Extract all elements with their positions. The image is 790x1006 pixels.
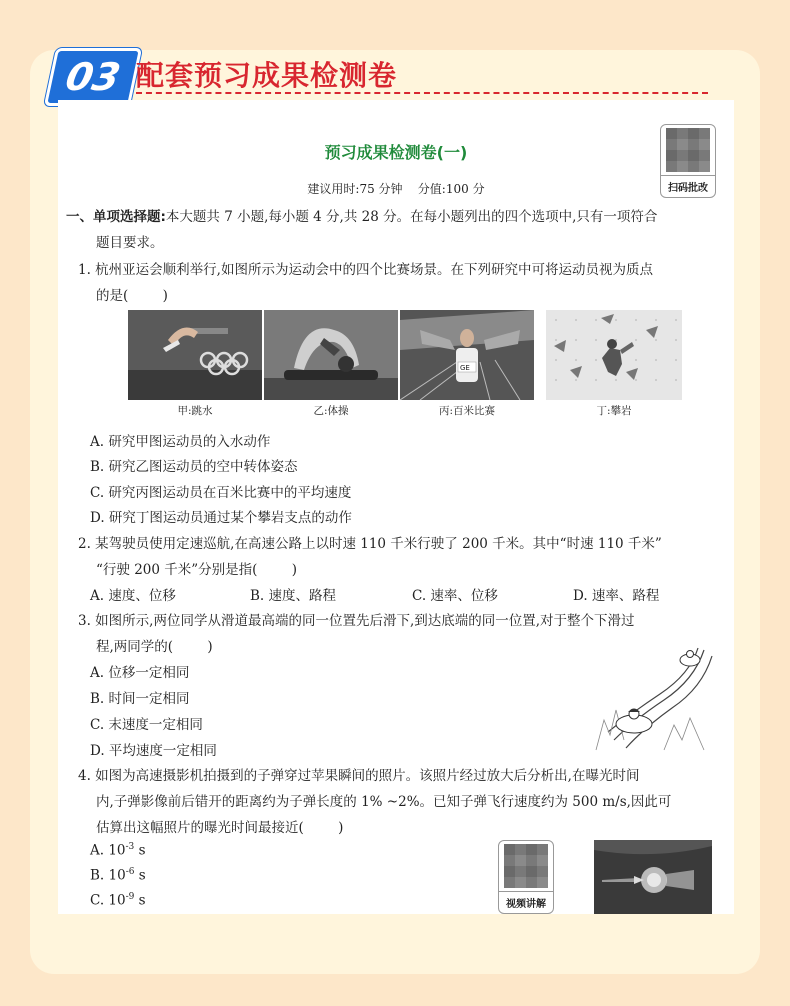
q1-option-c[interactable]: C. 研究丙图运动员在百米比赛中的平均速度 — [90, 485, 352, 501]
q1-stem: 1. 杭州亚运会顺利举行,如图所示为运动会中的四个比赛场景。在下列研究中可将运动员视为质点 — [78, 262, 653, 278]
video-qr-icon — [504, 844, 548, 888]
q2-option-b[interactable]: B. 速度、路程 — [250, 588, 337, 604]
q3-option-d[interactable]: D. 平均速度一定相同 — [90, 743, 217, 759]
caption-climbing: 丁:攀岩 — [596, 405, 632, 417]
q3-option-a[interactable]: A. 位移一定相同 — [90, 665, 190, 681]
q1-option-b[interactable]: B. 研究乙图运动员的空中转体姿态 — [90, 459, 298, 475]
header-divider — [136, 92, 708, 94]
q4-option-b[interactable] — [90, 867, 146, 884]
section-instruction-cont: 题目要求。 — [96, 235, 164, 251]
q4-option-b-exp: -6 — [125, 867, 135, 877]
photo-diving — [128, 310, 262, 400]
test-title: 预习成果检测卷(一) — [324, 143, 468, 162]
q4-stem: 4. 如图为高速摄影机拍摄到的子弹穿过苹果瞬间的照片。该照片经过放大后分析出,在曝光时间 — [78, 768, 640, 784]
q4-option-c-exp: -9 — [125, 892, 135, 902]
q4-option-c-base: C. 10 — [90, 892, 126, 909]
q2-stem-cont: “行驶 200 千米”分别是指( ) — [96, 562, 298, 578]
exam-paper — [58, 100, 734, 914]
q1-option-a[interactable]: A. 研究甲图运动员的入水动作 — [90, 434, 271, 450]
q4-option-c-unit: s — [134, 892, 146, 909]
q3-option-c[interactable]: C. 末速度一定相同 — [90, 717, 203, 733]
slide-illustration — [594, 640, 714, 752]
section-instruction-text: 本大题共 7 小题,每小题 4 分,共 28 分。在每小题列出的四个选项中,只有一项符合 — [165, 209, 658, 225]
q4-option-a-base: A. 10 — [90, 842, 126, 859]
photo-bullet-apple — [594, 840, 712, 914]
photo-gymnastics — [264, 310, 398, 400]
q2-option-c[interactable]: C. 速率、位移 — [412, 588, 498, 604]
q4-stem-cont-1: 内,子弹影像前后错开的距离约为子弹长度的 1% ~2%。已知子弹飞行速度约为 500 m/s,因此可 — [96, 794, 672, 810]
caption-sprint: 丙:百米比赛 — [438, 405, 496, 417]
qr-label: 扫码批改 — [661, 175, 715, 194]
q4-option-b-base: B. 10 — [90, 867, 126, 884]
q2-stem: 2. 某驾驶员使用定速巡航,在高速公路上以时速 110 千米行驶了 200 千米。其中“时速 110 千米” — [78, 536, 662, 552]
time-info: 建议用时:75 分钟 分值:100 分 — [307, 182, 485, 196]
q4-stem-cont-2: 估算出这幅照片的曝光时间最接近( ) — [96, 820, 344, 836]
q3-stem: 3. 如图所示,两位同学从滑道最高端的同一位置先后滑下,到达底端的同一位置,对于整个下滑过 — [78, 613, 635, 629]
section-instruction — [66, 205, 657, 225]
photo-climbing — [546, 310, 682, 400]
caption-diving: 甲:跳水 — [177, 405, 213, 417]
sprint-bib-label: GE — [460, 364, 470, 372]
q4-option-a-exp: -3 — [125, 842, 135, 852]
q2-option-a[interactable]: A. 速度、位移 — [90, 588, 176, 604]
q2-option-d[interactable]: D. 速率、路程 — [573, 588, 660, 604]
q3-stem-cont: 程,两同学的( ) — [96, 639, 213, 655]
section-heading: 一、单项选择题: — [66, 209, 166, 225]
q4-option-a-unit: s — [134, 842, 146, 859]
q4-option-a[interactable] — [90, 842, 146, 859]
header-title: 配套预习成果检测卷 — [136, 59, 398, 92]
q1-stem-cont: 的是( ) — [96, 288, 168, 304]
video-label: 视频讲解 — [499, 891, 553, 910]
q3-option-b[interactable]: B. 时间一定相同 — [90, 691, 190, 707]
section-badge: 03 — [44, 48, 142, 106]
photo-sprint — [400, 310, 534, 400]
qr-code-video[interactable] — [498, 840, 554, 914]
q4-option-c[interactable] — [90, 892, 146, 909]
caption-gymnastics: 乙:体操 — [313, 405, 349, 417]
q4-option-b-unit: s — [134, 867, 146, 884]
q1-option-d[interactable]: D. 研究丁图运动员通过某个攀岩支点的动作 — [90, 510, 352, 526]
